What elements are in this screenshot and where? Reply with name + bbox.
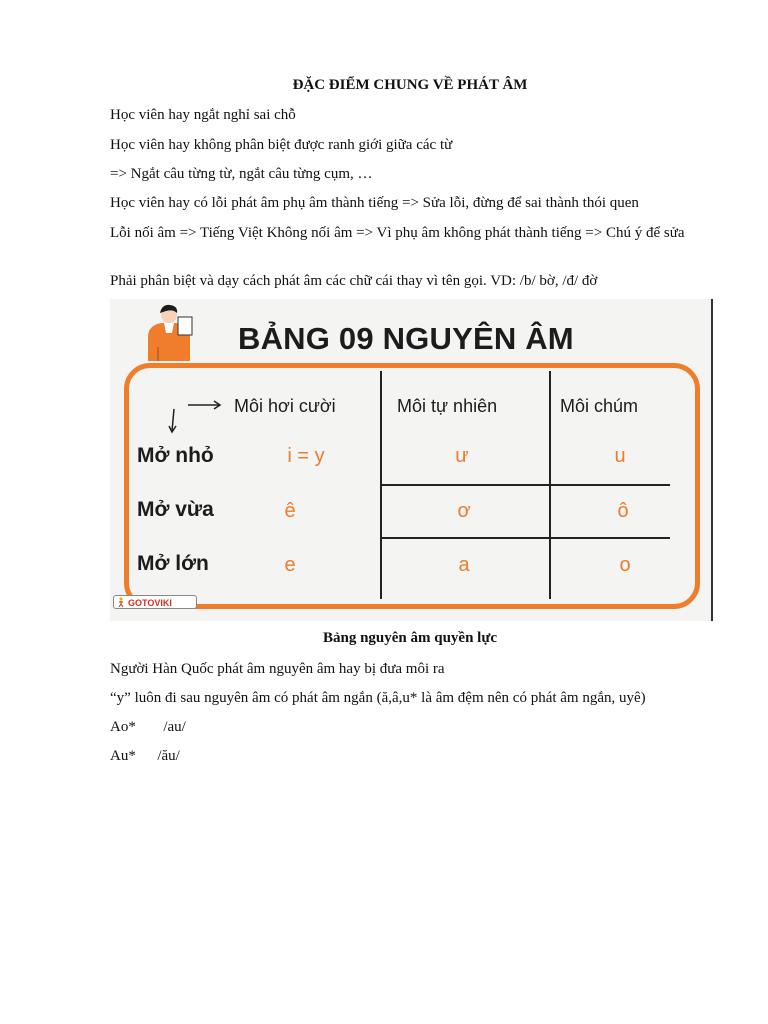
row-divider-1 [382, 484, 670, 486]
vowel-cell: i = y [287, 445, 325, 467]
column-header-rounded: Môi chúm [560, 396, 639, 416]
vowel-cell: a [458, 554, 470, 576]
paragraph-5: Lỗi nối âm => Tiếng Việt Không nối âm => Vì phụ âm không phát thành tiếng => Chú ý để sửa [110, 225, 685, 241]
logo-text: GOTOVIKI [128, 598, 172, 608]
vowel-cell: ê [284, 500, 296, 522]
vowel-cell: o [619, 554, 631, 576]
paragraph-1: Học viên hay ngắt nghỉ sai chỗ [110, 107, 296, 123]
pronunciation-ipa: /ău/ [157, 748, 180, 764]
row-label-medium: Mở vừa [137, 498, 214, 521]
paragraph-3: => Ngắt câu từng từ, ngắt câu từng cụm, … [110, 166, 373, 182]
pronunciation-row-au [110, 748, 180, 765]
figure-edge [711, 299, 713, 621]
pronunciation-ipa: /au/ [163, 719, 186, 735]
paragraph-8: “y” luôn đi sau nguyên âm có phát âm ngắn (ă,â,u* là âm đệm nên có phát âm ngắn, uyê) [110, 690, 646, 706]
paragraph-2: Học viên hay không phân biệt được ranh giới giữa các từ [110, 137, 453, 153]
logo-figure-icon [117, 597, 125, 607]
vowel-cell: ư [455, 445, 469, 467]
vowel-cell: ô [617, 500, 629, 522]
arrow-icons [168, 395, 224, 435]
pronunciation-term: Ao* [110, 719, 136, 735]
person-illustration-icon [140, 303, 198, 363]
paragraph-4: Học viên hay có lỗi phát âm phụ âm thành tiếng => Sửa lỗi, đừng để sai thành thói quen [110, 195, 639, 211]
vowel-table-figure [110, 299, 713, 621]
row-divider-2 [382, 537, 670, 539]
arrow-down-icon [169, 409, 176, 432]
row-label-small: Mở nhỏ [137, 444, 214, 467]
pronunciation-row-ao [110, 719, 186, 736]
gotoviki-logo [113, 595, 197, 609]
figure-caption: Bảng nguyên âm quyền lực [322, 630, 498, 646]
paragraph-7: Người Hàn Quốc phát âm nguyên âm hay bị đưa môi ra [110, 661, 445, 677]
arrow-right-icon [188, 401, 220, 409]
pronunciation-term: Au* [110, 748, 136, 764]
column-header-neutral: Môi tự nhiên [397, 396, 498, 416]
page-title: ĐẶC ĐIỂM CHUNG VỀ PHÁT ÂM [292, 77, 528, 93]
paragraph-6: Phải phân biệt và dạy cách phát âm các chữ cái thay vì tên gọi. VD: /b/ bờ, /đ/ đờ [110, 273, 598, 289]
row-label-large: Mở lớn [137, 552, 209, 575]
column-header-smile: Môi hơi cười [234, 396, 336, 416]
vowel-cell: e [284, 554, 296, 576]
figure-title: BẢNG 09 NGUYÊN ÂM [238, 321, 574, 356]
vowel-cell: u [614, 445, 626, 467]
vowel-cell: ơ [457, 500, 471, 522]
